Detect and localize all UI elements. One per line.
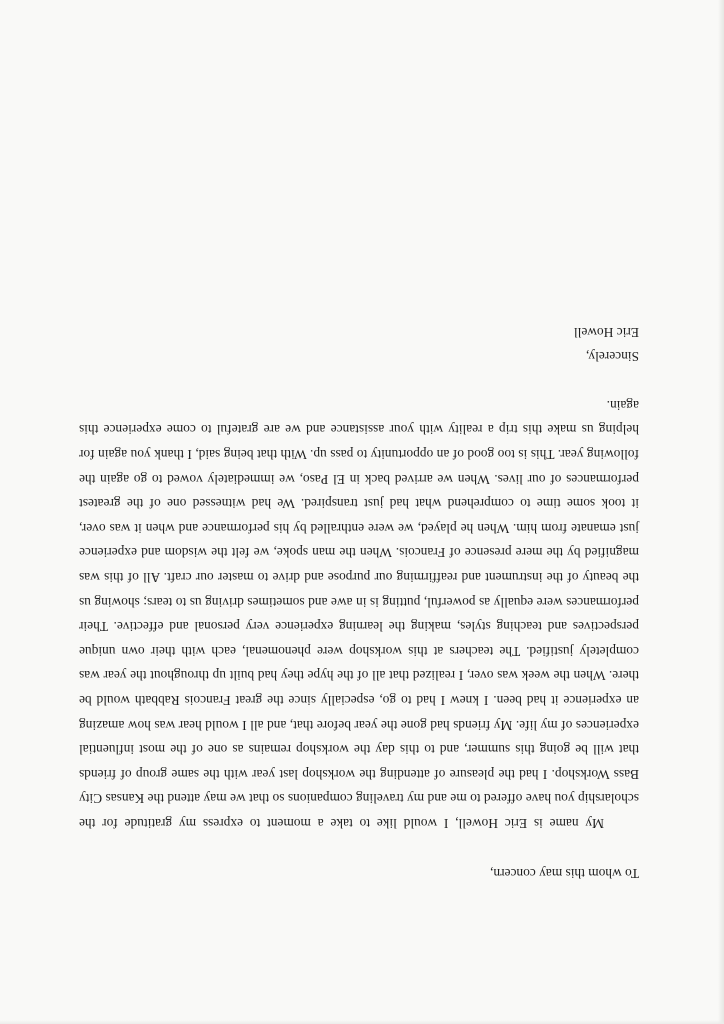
closing: Sincerely, [585, 349, 639, 365]
salutation: To whom this may concern, [490, 866, 639, 881]
signature-name: Eric Howell [573, 325, 639, 341]
scan-shadow-edge [718, 0, 724, 1024]
letter-body: My name is Eric Howell, I would like to take a moment to express my gratitude for the scholarship you have offered to me and my traveling companions so that we may attend the Kansas City Bass Workshop. I had the pleasure of attending the workshop last year with the same group of friends that will be going this summer, and to this day the workshop remains as one of the most influential experiences of my life. My friends had gone the year before that, and all I would hear was how amazing an experience it had been. I knew I had to go, especially since the great Francois Rabbath would be there. When the week was over, I realized that all of the hype they had built up throughout the year was completely justified. The teachers at this workshop were phenomenal, each with their own unique perspectives and teaching styles, making the learning experience very personal and effective. Their performances were equally as powerful, putting is in awe and sometimes driving us to tears; showing us the beauty of the instrument and reaffirming our purpose and drive to master our craft. All of this was magnified by the mere presence of Francois. When the man spoke, we felt the wisdom and experience just emanate from him. When he played, we were enthralled by his performance and when it was over, it took some time to comprehend what had just transpired. We had witnessed one of the greatest performances of our lives. When we arrived back in El Paso, we immediately vowed to go again the following year. This is too good of an opportunity to pass up. With that being said, I thank you again for helping us make this trip a reality with your assistance and we are grateful to come experience this again. [79, 397, 639, 831]
scan-shadow-edge-top [0, 1020, 724, 1024]
letter [79, 320, 639, 885]
